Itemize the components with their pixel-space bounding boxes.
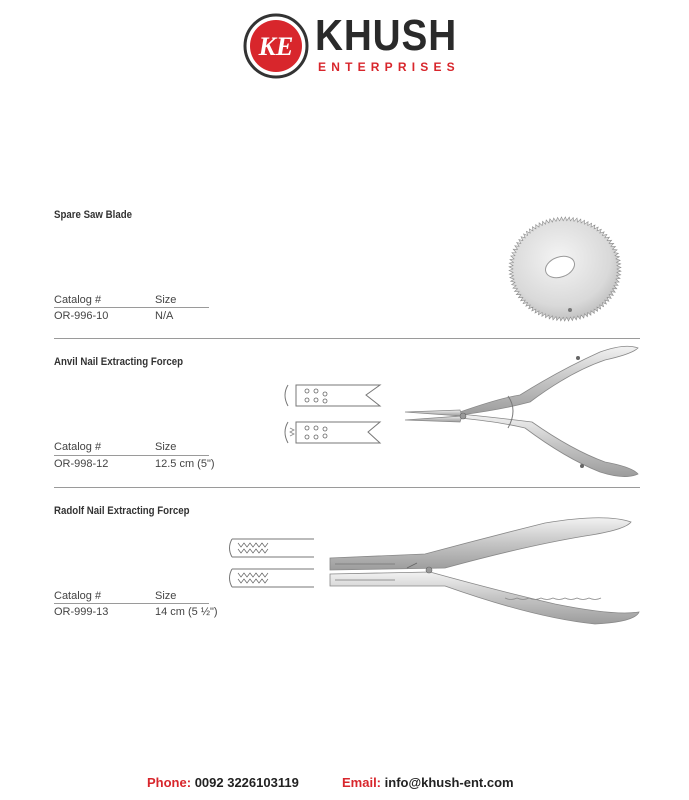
catalog-number: OR-998-12 [54, 458, 109, 470]
catalog-number: OR-999-13 [54, 606, 109, 618]
product-title: Spare Saw Blade [54, 209, 133, 221]
logo-emblem [243, 13, 309, 79]
size-value: N/A [155, 310, 174, 322]
size-label: Size [155, 441, 177, 453]
brand-name: KHUSH [315, 11, 458, 60]
phone-label: Phone: [147, 775, 192, 790]
size-value: 12.5 cm (5") [155, 458, 215, 470]
catalog-label: Catalog # [54, 294, 102, 306]
product-title: Anvil Nail Extracting Forcep [54, 356, 184, 368]
size-label: Size [155, 294, 177, 306]
logo-letters: KE [258, 32, 294, 61]
catalog-label: Catalog # [54, 590, 102, 602]
radolf-forcep-image [325, 508, 645, 638]
email-address[interactable]: info@khush-ent.com [384, 775, 514, 790]
catalog-label: Catalog # [54, 441, 102, 453]
spec-divider [54, 455, 209, 456]
section-divider [54, 338, 640, 339]
section-divider [54, 487, 640, 488]
anvil-forcep-image [400, 340, 645, 485]
email-label: Email: [342, 775, 382, 790]
spec-divider [54, 307, 209, 308]
product-title: Radolf Nail Extracting Forcep [54, 505, 190, 517]
size-label: Size [155, 590, 177, 602]
footer-phone [147, 775, 299, 790]
footer-email [342, 775, 514, 790]
brand-subtitle: ENTERPRISES [318, 60, 460, 74]
anvil-jaw-detail-image [280, 382, 390, 452]
catalog-number: OR-996-10 [54, 310, 109, 322]
phone-number[interactable]: 0092 3226103119 [194, 775, 299, 790]
saw-blade-image [500, 212, 630, 327]
radolf-jaw-detail-image [224, 535, 319, 595]
size-value: 14 cm (5 ½") [155, 606, 218, 618]
spec-divider [54, 603, 209, 604]
